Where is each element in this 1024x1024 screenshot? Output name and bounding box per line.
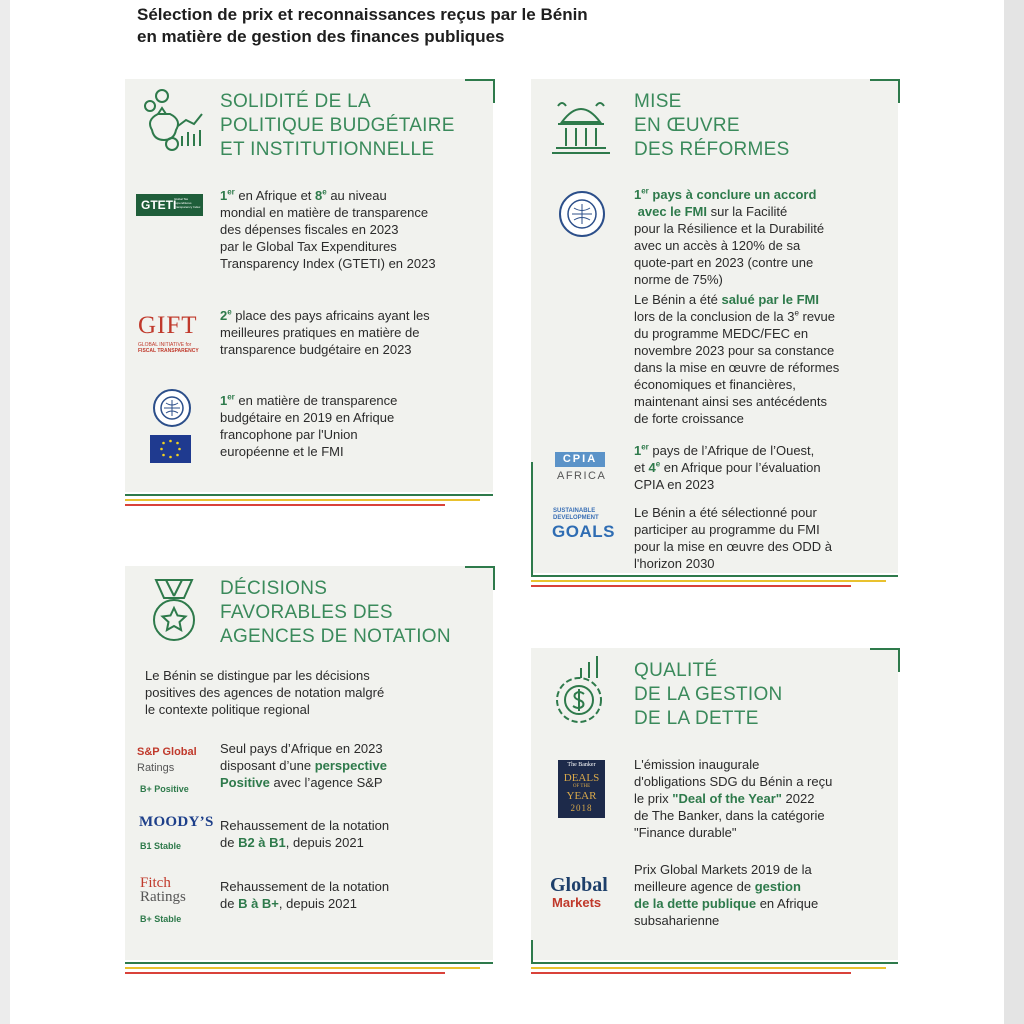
sdg-logo: SUSTAINABLE DEVELOPMENT GOALS — [552, 508, 615, 541]
moodys-logo: MOODY’S — [139, 814, 214, 830]
global-markets-logo: Global Markets — [550, 874, 608, 910]
reformes-item-cpia: 1er pays de l’Afrique de l’Ouest, et 4e en Afrique pour l’évaluation CPIA en 2023 — [634, 442, 821, 492]
card-corner — [465, 79, 495, 103]
dollar-gear-chart-icon — [551, 654, 609, 726]
fitch-rating-badge: B+ Stable — [140, 914, 182, 924]
money-bags-chart-icon — [138, 86, 206, 158]
card-side-line — [531, 462, 533, 577]
card-rule-red — [125, 972, 445, 974]
section-title-decisions: DÉCISIONS FAVORABLES DES AGENCES DE NOTATION — [220, 578, 451, 647]
card-corner — [870, 648, 900, 672]
solidite-item-gteti: 1er en Afrique et 8e au niveau mondial en matière de transparence des dépenses fiscales en 2023 par le Global Tax Expenditures Transparency Index (GTETI) en 2023 — [220, 187, 436, 271]
card-rule-green — [531, 962, 898, 964]
card-corner — [870, 79, 900, 103]
card-rule-yellow — [531, 580, 886, 582]
card-rule-yellow — [531, 967, 886, 969]
reformes-item-odd: Le Bénin a été sélectionné pour participer au programme du FMI pour la mise en œuvre des ODD à l'horizon 2030 — [634, 505, 832, 571]
eu-flag-icon — [150, 435, 191, 463]
sp-global-logo: S&P Global Ratings — [137, 746, 197, 774]
card-rule-yellow — [125, 967, 480, 969]
medal-star-icon — [148, 578, 200, 644]
imf-seal-icon — [558, 190, 606, 238]
dette-item-global-markets: Prix Global Markets 2019 de la meilleure agence de gestion de la dette publique en Afrique subsaharienne — [634, 862, 819, 928]
card-corner — [465, 566, 495, 590]
solidite-item-eu-imf: 1er en matière de transparence budgétaire en 2019 en Afrique francophone par l'Union européenne et le FMI — [220, 392, 398, 459]
section-title-solidite: SOLIDITÉ DE LA POLITIQUE BUDGÉTAIRE ET INSTITUTIONNELLE — [220, 91, 455, 160]
card-rule-green — [125, 494, 493, 496]
decisions-item-sp: Seul pays d’Afrique en 2023 disposant d’une perspective Positive avec l’agence S&P — [220, 741, 387, 790]
decisions-intro: Le Bénin se distingue par les décisions positives des agences de notation malgré le contexte politique regional — [145, 668, 385, 717]
main-title: Sélection de prix et reconnaissances reçus par le Bénin en matière de gestion des finances publiques — [137, 5, 588, 46]
card-rule-red — [531, 585, 851, 587]
imf-seal-icon — [152, 388, 192, 428]
card-rule-red — [125, 504, 445, 506]
card-rule-green — [125, 962, 493, 964]
card-rule-red — [531, 972, 851, 974]
decisions-item-moodys: Rehaussement de la notation de B2 à B1, depuis 2021 — [220, 818, 390, 850]
page-edge — [1004, 0, 1024, 1024]
fitch-ratings-logo: Fitch Ratings — [140, 875, 186, 905]
moodys-rating-badge: B1 Stable — [140, 841, 182, 851]
decisions-item-fitch: Rehaussement de la notation de B à B+, depuis 2021 — [220, 879, 390, 911]
deals-of-the-year-logo: The Banker DEALS OF THE YEAR 2018 — [558, 760, 605, 818]
card-side-line — [531, 940, 533, 964]
section-title-dette: QUALITÉ DE LA GESTION DE LA DETTE — [634, 660, 783, 729]
solidite-item-gift: 2e place des pays africains ayant les meilleures pratiques en matière de transparence budgétaire en 2023 — [220, 307, 430, 357]
reformes-item-fmi-accord: 1er pays à conclure un accord avec le FMI sur la Facilité pour la Résilience et la Durabilité avec un accès à 120% de sa quote-part en 2023 (contre une norme de 75%) — [634, 186, 825, 287]
gift-logo: GIFT GLOBAL INITIATIVE for FISCAL TRANSPARENCY — [138, 312, 199, 354]
sp-rating-badge: B+ Positive — [140, 784, 189, 794]
card-rule-yellow — [125, 499, 480, 501]
institution-building-icon — [548, 94, 614, 158]
section-title-reformes: MISE EN ŒUVRE DES RÉFORMES — [634, 91, 790, 160]
gteti-logo: GTETI Global Tax Expenditures Transparency Index — [136, 194, 203, 216]
dette-item-banker: L'émission inaugurale d'obligations SDG du Bénin a reçu le prix "Deal of the Year" 2022 de The Banker, dans la catégorie "Finance durable" — [634, 757, 833, 840]
card-rule-green — [531, 575, 898, 577]
reformes-item-fmi-revue: Le Bénin a été salué par le FMI lors de la conclusion de la 3e revue du programme MEDC/FEC en novembre 2023 pour sa constance dans la mise en œuvre de réformes économiques et financières, maintenant ainsi ses antécédents de forte croissance — [634, 292, 840, 426]
cpia-africa-logo: CPIA AFRICA — [557, 453, 607, 482]
